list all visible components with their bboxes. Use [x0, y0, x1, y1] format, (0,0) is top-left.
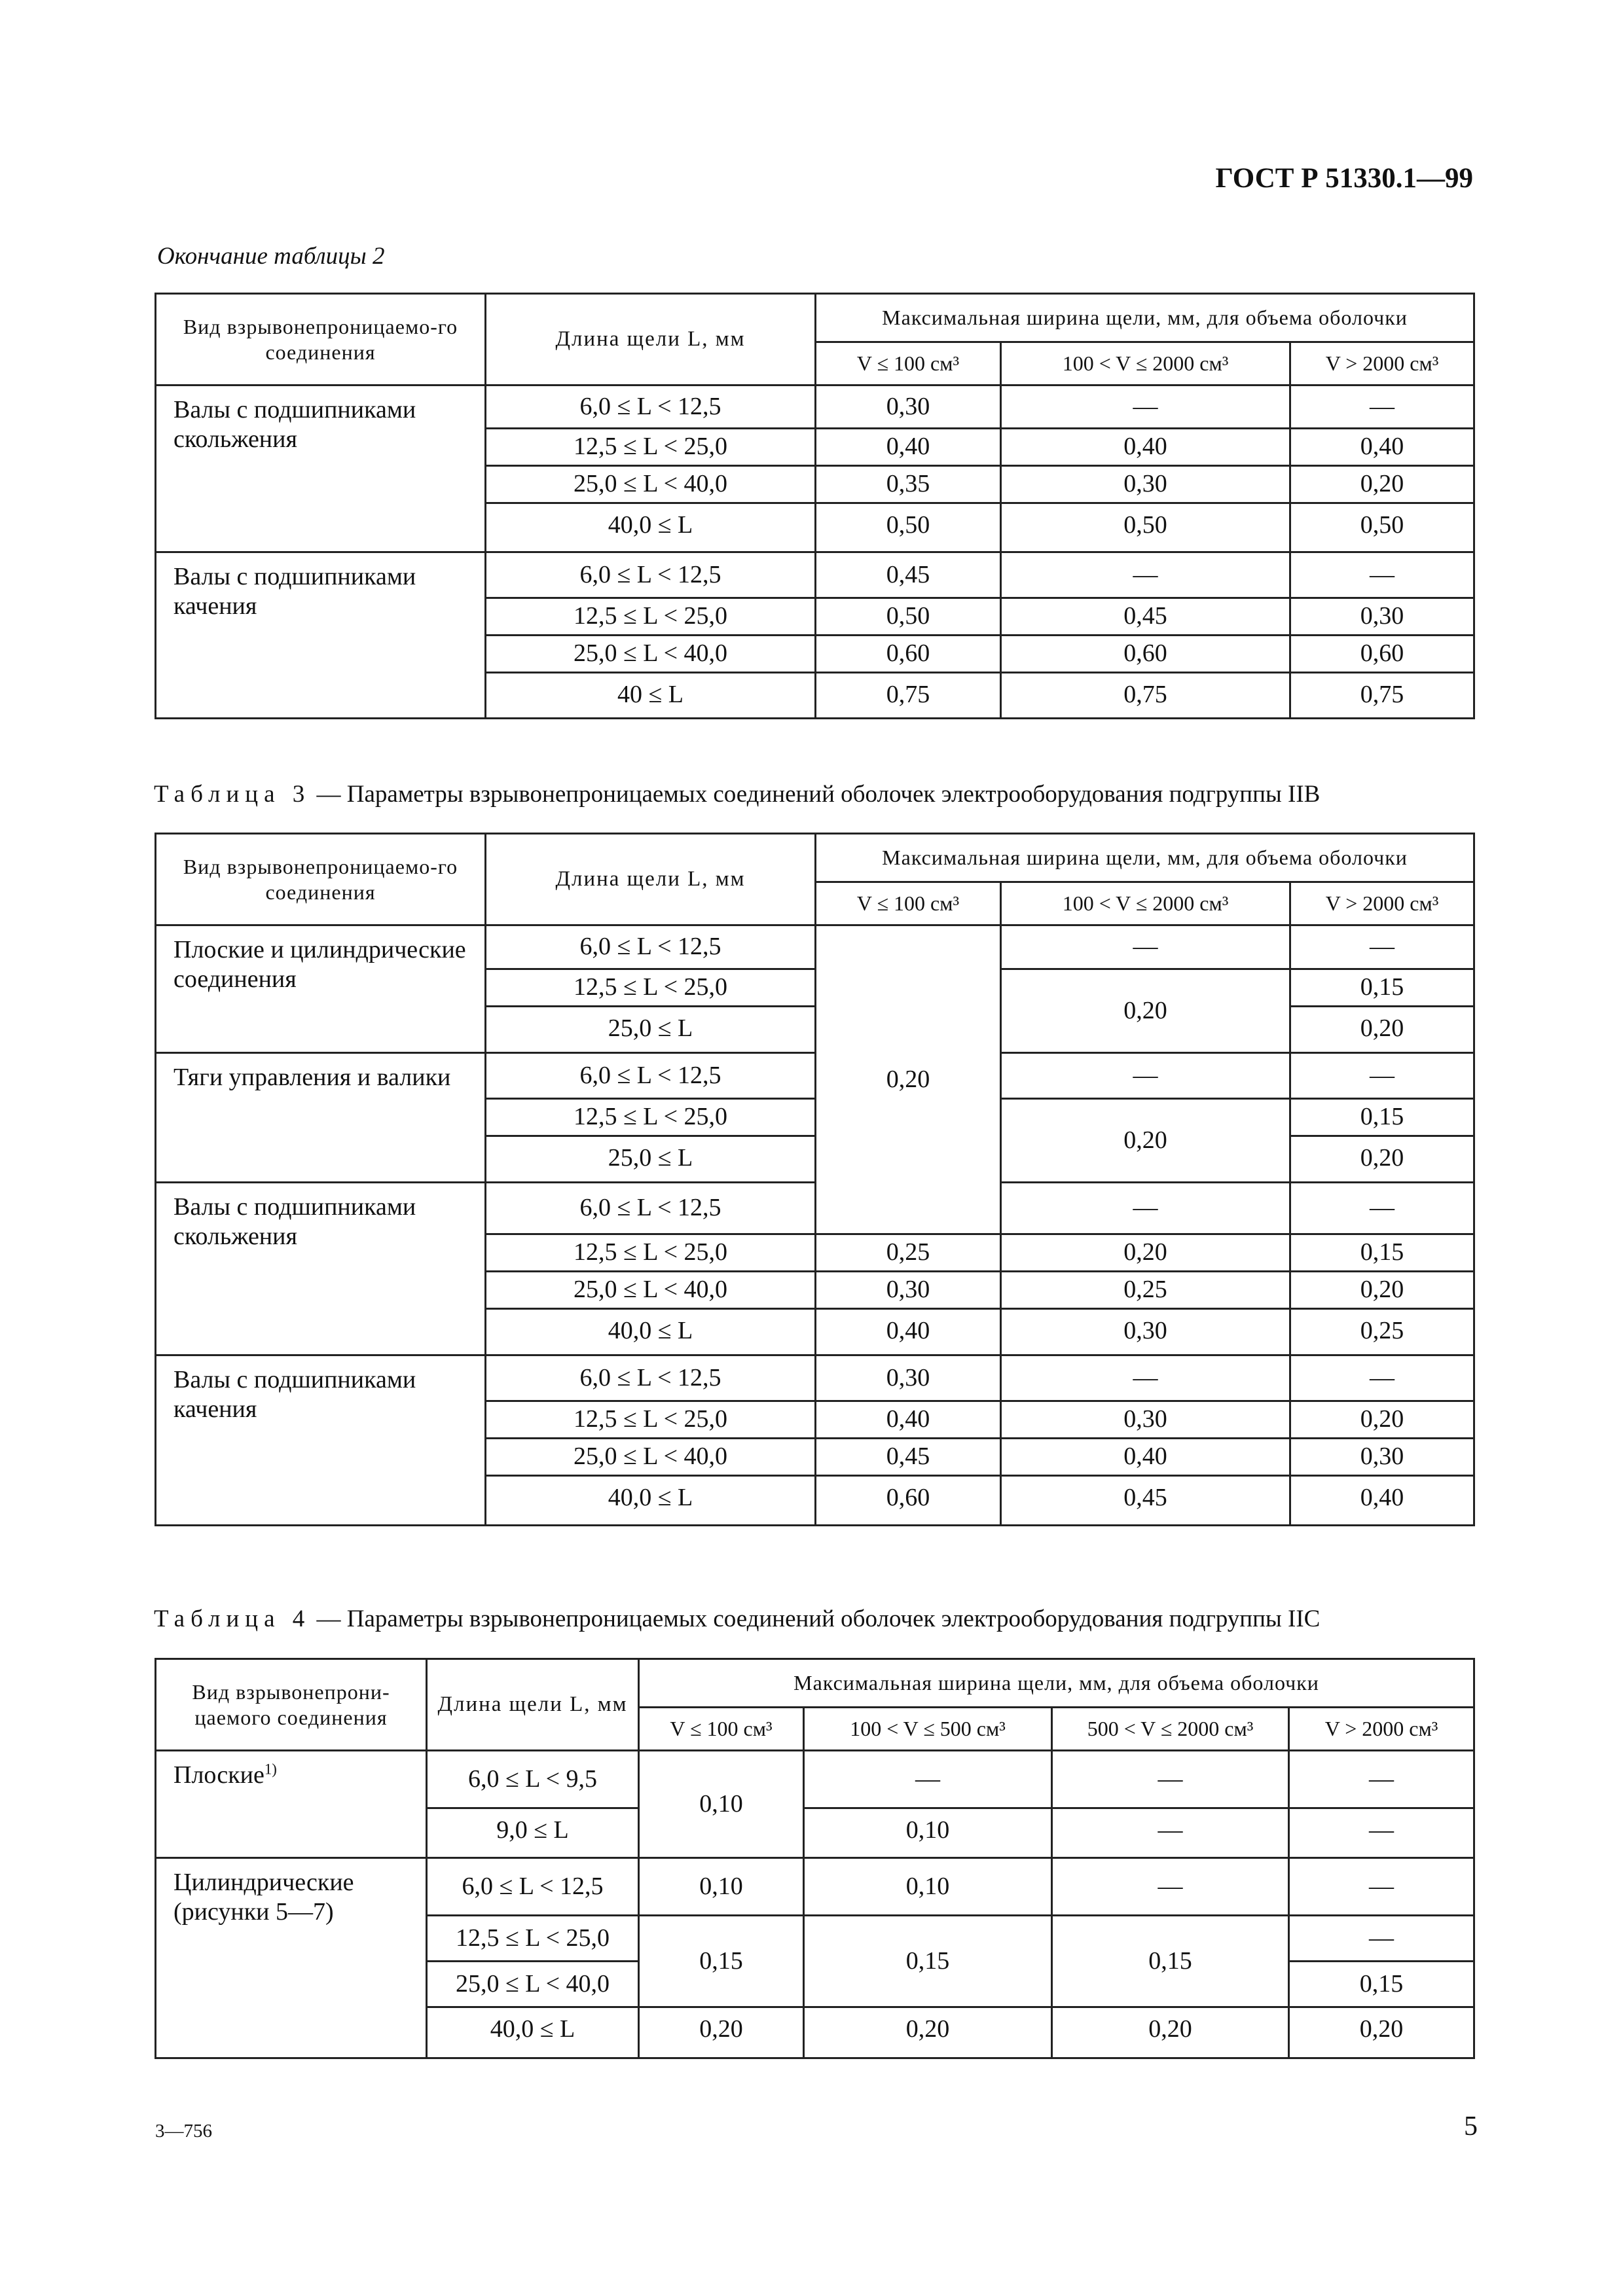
table3-caption-label: Таблица 3: [154, 781, 311, 808]
value-cell: —: [1001, 1183, 1290, 1234]
value-cell: 0,60: [816, 636, 1001, 673]
value-cell: 0,35: [816, 466, 1001, 503]
value-cell: 0,40: [1001, 1439, 1290, 1476]
value-cell: 0,15: [804, 1916, 1052, 2007]
value-cell: 0,40: [816, 429, 1001, 466]
value-cell: 0,15: [639, 1916, 804, 2007]
value-cell: 0,50: [816, 598, 1001, 636]
joint-type-cell: Валы с подшипниками скольжения: [156, 1183, 486, 1355]
header-volume-1: V ≤ 100 см³: [639, 1708, 804, 1751]
value-cell: 0,15: [1290, 969, 1474, 1007]
table4-caption: [154, 1605, 1320, 1633]
value-cell: —: [1001, 1355, 1290, 1401]
header-volume-3: V > 2000 см³: [1290, 882, 1474, 925]
header-gap-length: Длина щели L, мм: [486, 834, 816, 925]
value-cell: —: [1001, 925, 1290, 969]
value-cell: 0,40: [1290, 429, 1474, 466]
gap-length-cell: 25,0 ≤ L < 40,0: [486, 1439, 816, 1476]
value-cell: —: [1290, 552, 1474, 598]
gap-length-cell: 6,0 ≤ L < 12,5: [486, 386, 816, 429]
table4-caption-label: Таблица 4: [154, 1605, 311, 1632]
header-volume-4: V > 2000 см³: [1289, 1708, 1474, 1751]
header-max-width: Максимальная ширина щели, мм, для объема оболочки: [816, 834, 1474, 882]
header-joint-type: Вид взрывонепроницаемо-го соединения: [156, 294, 486, 386]
footer-code: 3—756: [155, 2121, 212, 2142]
value-cell: 0,25: [1290, 1309, 1474, 1355]
value-cell: 0,45: [816, 1439, 1001, 1476]
header-joint-type: Вид взрывонепроницаемо-го соединения: [156, 834, 486, 925]
gap-length-cell: 12,5 ≤ L < 25,0: [486, 429, 816, 466]
table3-caption-text: — Параметры взрывонепроницаемых соединений оболочек электрооборудования подгруппы IIB: [310, 781, 1321, 808]
joint-type-cell: Валы с подшипниками скольжения: [156, 386, 486, 552]
gap-length-cell: 6,0 ≤ L < 12,5: [427, 1858, 639, 1916]
value-cell: 0,10: [639, 1858, 804, 1916]
value-cell: 0,20: [1290, 466, 1474, 503]
gap-length-cell: 6,0 ≤ L < 12,5: [486, 1355, 816, 1401]
gap-length-cell: 25,0 ≤ L: [486, 1007, 816, 1053]
value-cell: 0,10: [639, 1751, 804, 1858]
merged-value-cell: 0,20: [816, 925, 1001, 1234]
value-cell: 0,45: [1001, 1476, 1290, 1526]
gap-length-cell: 6,0 ≤ L < 12,5: [486, 1183, 816, 1234]
value-cell: —: [804, 1751, 1052, 1808]
gap-length-cell: 25,0 ≤ L < 40,0: [427, 1962, 639, 2007]
value-cell: 0,30: [816, 386, 1001, 429]
value-cell: 0,20: [1290, 1401, 1474, 1439]
header-volume-2: 100 < V ≤ 500 см³: [804, 1708, 1052, 1751]
table4-caption-text: — Параметры взрывонепроницаемых соединений оболочек электрооборудования подгруппы IIC: [310, 1605, 1321, 1632]
value-cell: —: [1001, 552, 1290, 598]
joint-type-cell: Валы с подшипниками качения: [156, 1355, 486, 1526]
value-cell: 0,30: [1290, 1439, 1474, 1476]
table-4: [155, 1658, 1475, 2059]
gap-length-cell: 6,0 ≤ L < 12,5: [486, 1053, 816, 1099]
value-cell: 0,25: [1001, 1272, 1290, 1309]
gap-length-cell: 40 ≤ L: [486, 673, 816, 719]
value-cell: —: [1290, 386, 1474, 429]
value-cell: 0,10: [804, 1858, 1052, 1916]
header-volume-3: V > 2000 см³: [1290, 342, 1474, 386]
gap-length-cell: 6,0 ≤ L < 9,5: [427, 1751, 639, 1808]
gap-length-cell: 40,0 ≤ L: [427, 2007, 639, 2058]
gap-length-cell: 12,5 ≤ L < 25,0: [427, 1916, 639, 1962]
value-cell: 0,75: [1290, 673, 1474, 719]
value-cell: 0,20: [1052, 2007, 1289, 2058]
header-gap-length: Длина щели L, мм: [427, 1659, 639, 1751]
joint-type-cell: [156, 1751, 427, 1858]
value-cell: 0,75: [816, 673, 1001, 719]
value-cell: —: [1289, 1858, 1474, 1916]
value-cell: 0,30: [1290, 598, 1474, 636]
joint-type-name: Плоские: [173, 1761, 264, 1789]
value-cell: 0,45: [1001, 598, 1290, 636]
value-cell: 0,60: [1001, 636, 1290, 673]
value-cell: 0,40: [1001, 429, 1290, 466]
joint-type-cell: Тяги управления и валики: [156, 1053, 486, 1183]
joint-type-cell: Валы с подшипниками качения: [156, 552, 486, 719]
value-cell: 0,45: [816, 552, 1001, 598]
gap-length-cell: 6,0 ≤ L < 12,5: [486, 552, 816, 598]
value-cell: 0,75: [1001, 673, 1290, 719]
value-cell: 0,50: [1001, 503, 1290, 552]
value-cell: —: [1289, 1751, 1474, 1808]
gap-length-cell: 12,5 ≤ L < 25,0: [486, 1401, 816, 1439]
value-cell: 0,15: [1052, 1916, 1289, 2007]
value-cell: 0,25: [816, 1234, 1001, 1272]
gap-length-cell: 12,5 ≤ L < 25,0: [486, 1234, 816, 1272]
value-cell: 0,30: [1001, 1401, 1290, 1439]
document-code: ГОСТ Р 51330.1—99: [1215, 163, 1473, 194]
footnote-mark: 1): [264, 1761, 277, 1778]
table-2: [155, 293, 1475, 719]
value-cell: 0,30: [816, 1272, 1001, 1309]
value-cell: 0,50: [816, 503, 1001, 552]
header-gap-length: Длина щели L, мм: [486, 294, 816, 386]
value-cell: —: [1289, 1916, 1474, 1962]
value-cell: —: [1290, 925, 1474, 969]
value-cell: 0,20: [1289, 2007, 1474, 2058]
header-volume-2: 100 < V ≤ 2000 см³: [1001, 882, 1290, 925]
table-3: [155, 833, 1475, 1526]
joint-type-cell: Плоские и цилиндрические соединения: [156, 925, 486, 1053]
value-cell: —: [1290, 1053, 1474, 1099]
gap-length-cell: 25,0 ≤ L < 40,0: [486, 636, 816, 673]
value-cell: 0,20: [1001, 969, 1290, 1053]
value-cell: —: [1290, 1355, 1474, 1401]
gap-length-cell: 25,0 ≤ L: [486, 1136, 816, 1183]
gap-length-cell: 40,0 ≤ L: [486, 1309, 816, 1355]
value-cell: 0,30: [1001, 466, 1290, 503]
value-cell: 0,30: [816, 1355, 1001, 1401]
gap-length-cell: 6,0 ≤ L < 12,5: [486, 925, 816, 969]
table2-continuation-label: Окончание таблицы 2: [157, 243, 385, 270]
value-cell: —: [1052, 1858, 1289, 1916]
joint-type-cell: Цилиндрические (рисунки 5—7): [156, 1858, 427, 2058]
header-joint-type: Вид взрывонепрони-цаемого соединения: [156, 1659, 427, 1751]
value-cell: —: [1052, 1751, 1289, 1808]
value-cell: 0,60: [816, 1476, 1001, 1526]
gap-length-cell: 25,0 ≤ L < 40,0: [486, 466, 816, 503]
page-number: 5: [1464, 2111, 1478, 2142]
value-cell: 0,20: [1290, 1272, 1474, 1309]
value-cell: 0,40: [1290, 1476, 1474, 1526]
header-max-width: Максимальная ширина щели, мм, для объема оболочки: [816, 294, 1474, 342]
value-cell: —: [1290, 1183, 1474, 1234]
value-cell: —: [1052, 1808, 1289, 1858]
value-cell: 0,60: [1290, 636, 1474, 673]
header-volume-2: 100 < V ≤ 2000 см³: [1001, 342, 1290, 386]
gap-length-cell: 12,5 ≤ L < 25,0: [486, 969, 816, 1007]
value-cell: 0,15: [1289, 1962, 1474, 2007]
value-cell: 0,15: [1290, 1099, 1474, 1136]
header-volume-1: V ≤ 100 см³: [816, 882, 1001, 925]
value-cell: 0,15: [1290, 1234, 1474, 1272]
gap-length-cell: 9,0 ≤ L: [427, 1808, 639, 1858]
value-cell: 0,10: [804, 1808, 1052, 1858]
value-cell: 0,40: [816, 1401, 1001, 1439]
value-cell: —: [1001, 386, 1290, 429]
value-cell: 0,50: [1290, 503, 1474, 552]
gap-length-cell: 12,5 ≤ L < 25,0: [486, 1099, 816, 1136]
value-cell: 0,20: [1290, 1136, 1474, 1183]
value-cell: 0,20: [804, 2007, 1052, 2058]
gap-length-cell: 40,0 ≤ L: [486, 503, 816, 552]
value-cell: 0,20: [1001, 1234, 1290, 1272]
value-cell: —: [1001, 1053, 1290, 1099]
value-cell: —: [1289, 1808, 1474, 1858]
value-cell: 0,20: [1001, 1099, 1290, 1183]
header-volume-3: 500 < V ≤ 2000 см³: [1052, 1708, 1289, 1751]
header-max-width: Максимальная ширина щели, мм, для объема оболочки: [639, 1659, 1474, 1708]
header-volume-1: V ≤ 100 см³: [816, 342, 1001, 386]
value-cell: 0,20: [639, 2007, 804, 2058]
value-cell: 0,30: [1001, 1309, 1290, 1355]
value-cell: 0,20: [1290, 1007, 1474, 1053]
gap-length-cell: 12,5 ≤ L < 25,0: [486, 598, 816, 636]
gap-length-cell: 40,0 ≤ L: [486, 1476, 816, 1526]
table3-caption: [154, 780, 1320, 808]
value-cell: 0,40: [816, 1309, 1001, 1355]
gap-length-cell: 25,0 ≤ L < 40,0: [486, 1272, 816, 1309]
